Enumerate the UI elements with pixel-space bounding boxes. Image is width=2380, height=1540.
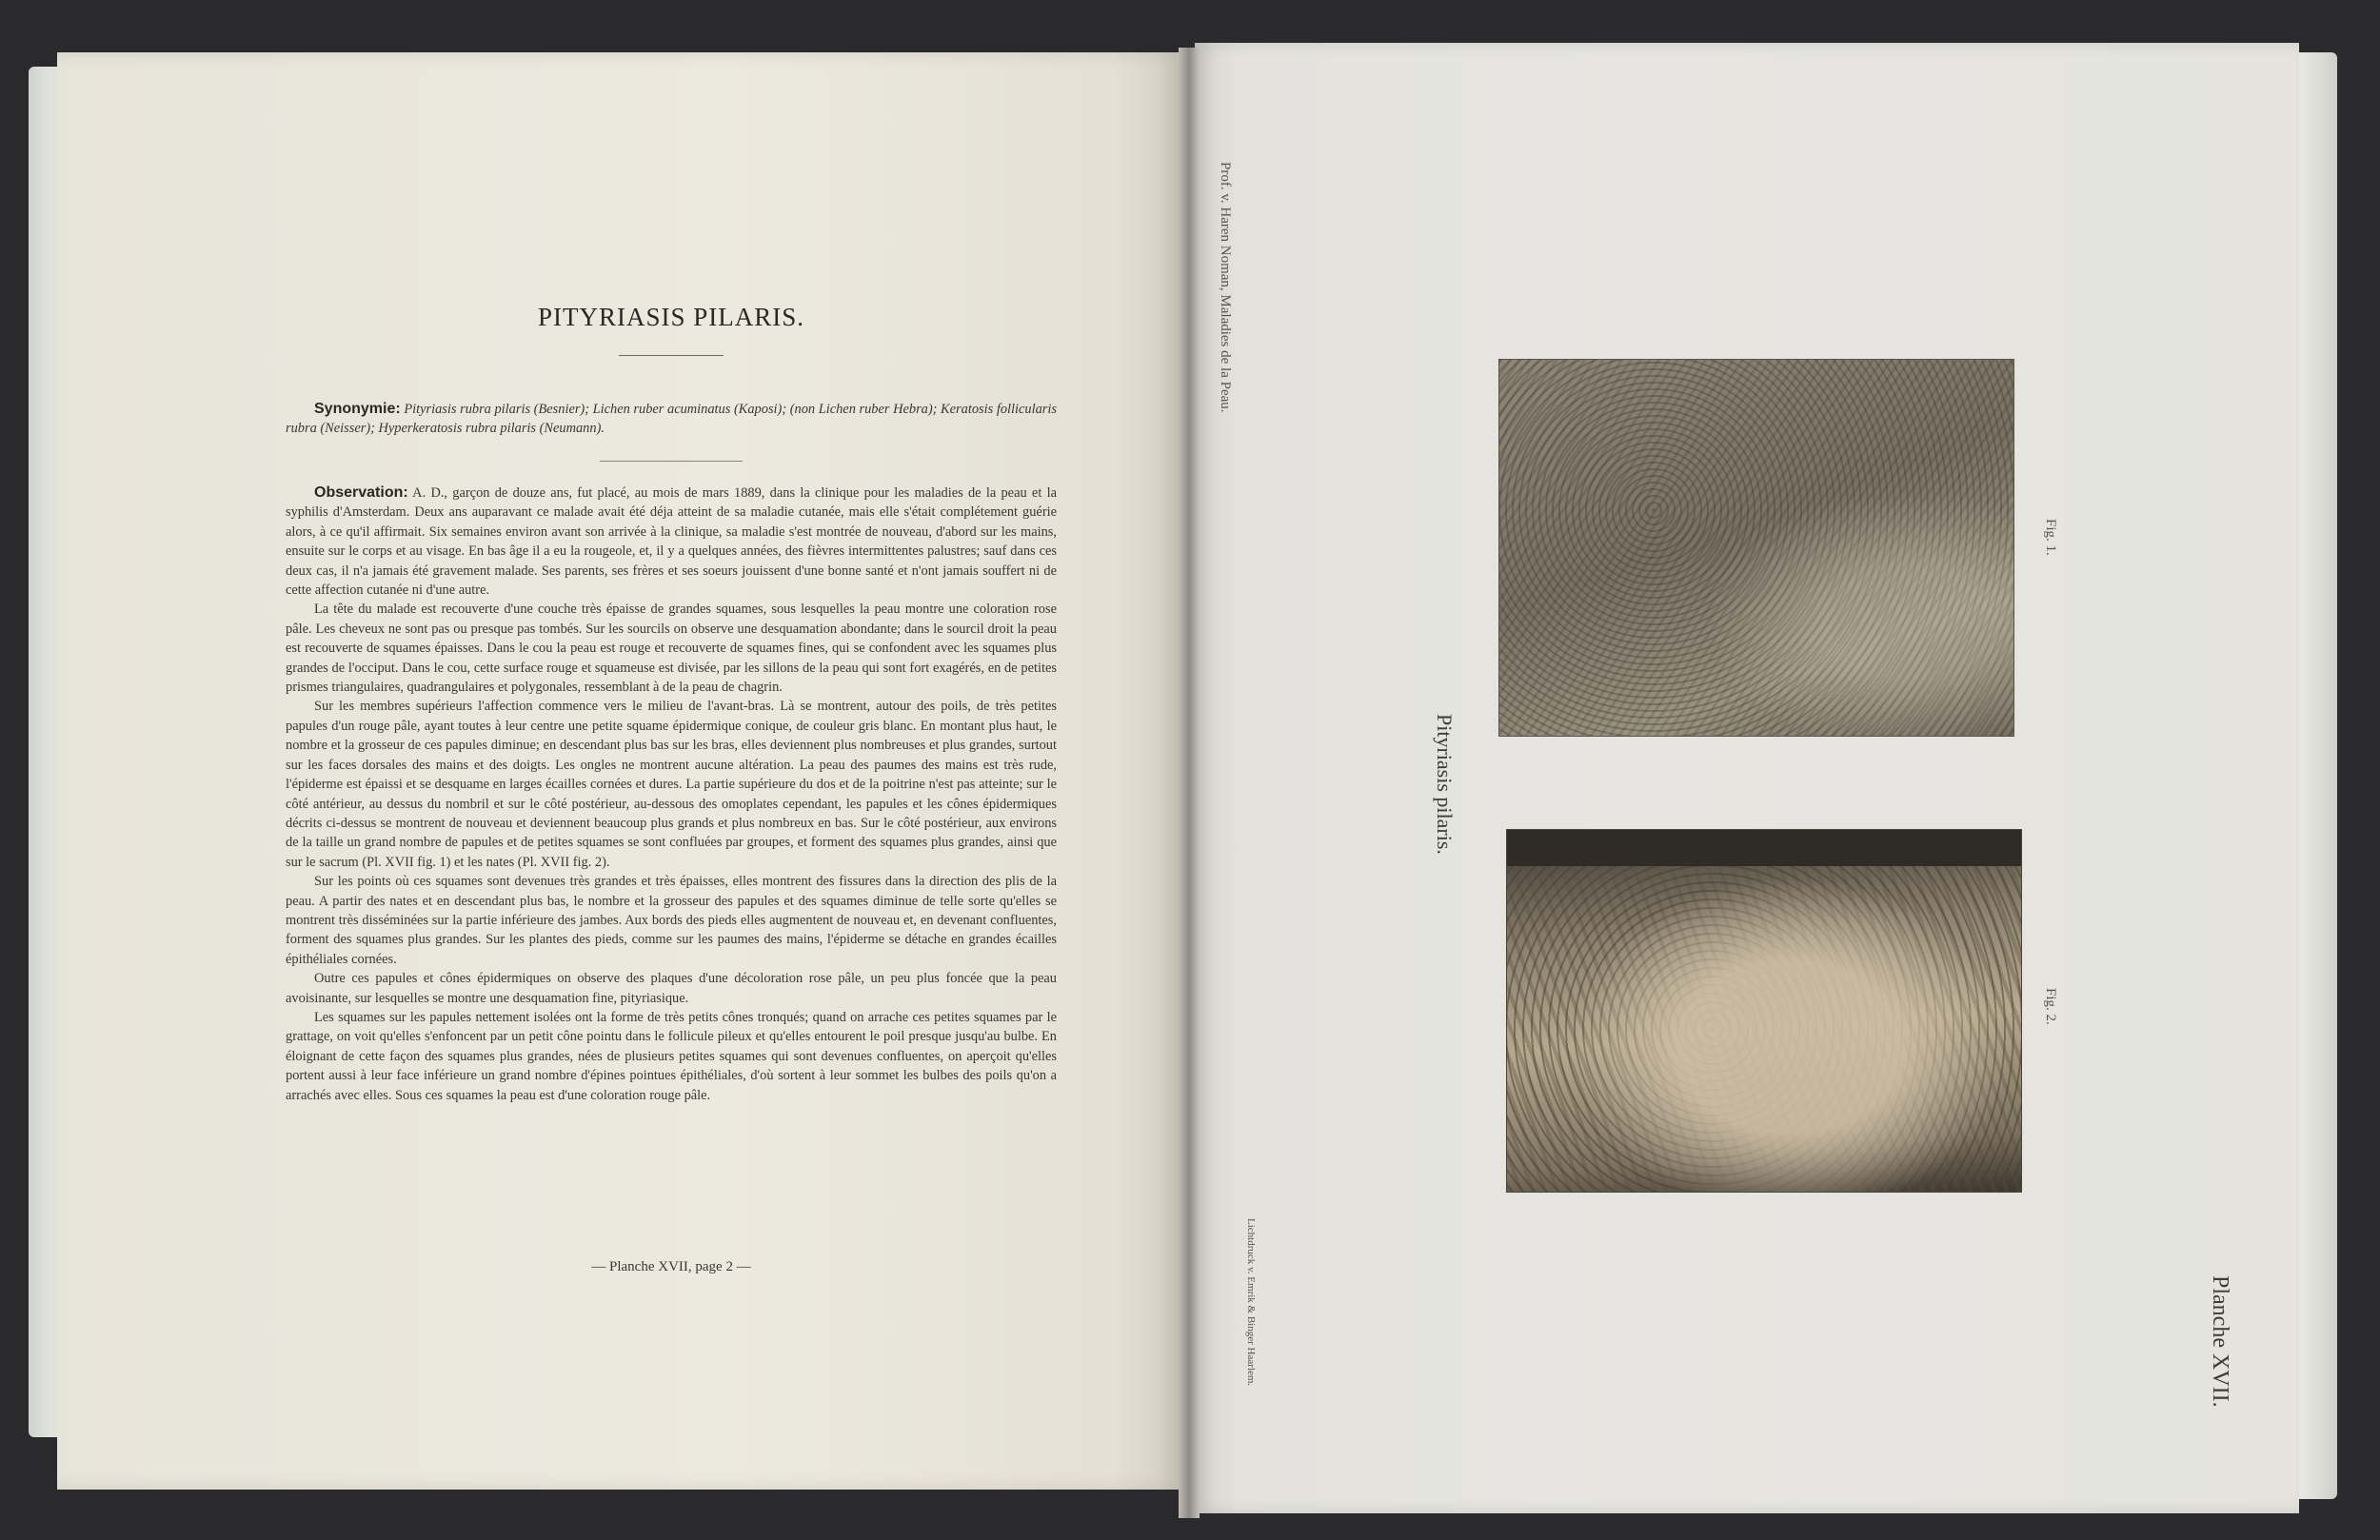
synonymie-label: Synonymie: (314, 401, 401, 417)
observation-paragraph-2: La tête du malade est recouverte d'une couche très épaisse de grandes squames, sous lesquelles la peau montre une coloration rose pâle. Les cheveux ne sont pas ou presque pas tombés. Sur les sourcils on observe une desquamation abondante; dans le sourcil droit la peau est recouverte de squames épaisses. Dans le cou la peau est rouge et recouverte de squames fines, qui se confondent avec les squames plus grandes de l'occiput. Dans le cou, cette surface rouge et squameuse est divisée, par les sillons de la peau qui sont fort exagérés, en de petites prismes triangulaires, quadrangulaires et polygonales, ressemblant à de la peau de chagrin. (286, 602, 1057, 696)
observation-paragraph-1: A. D., garçon de douze ans, fut placé, au mois de mars 1889, dans la clinique pour les maladies de la peau et la syphilis d'Amsterdam. Deux ans auparavant ce malade avait été déja atteint de sa maladie cutanée, mais elle s'était complétement guérie alors, à ce qu'il affirmait. Six semaines environ avant son arrivée à la clinique, sa maladie s'est montrée de nouveau, d'abord sur les mains, ensuite sur le corps et au visage. En bas âge il a eu la rougeole, et, il y a quelques années, des fièvres intermittentes palustres; sauf dans ces deux cas, il n'a jamais été gravement malade. Ses parents, ses frères et ses soeurs jouissent d'une bonne santé et n'ont jamais souffert ni de cette affection cutanée ni d'une autre. (286, 485, 1057, 599)
observation-section (286, 484, 1057, 1105)
plate-title: Pityriasis pilaris. (1433, 714, 1457, 855)
observation-label: Observation: (314, 484, 408, 501)
observation-paragraph-3: Sur les membres supérieurs l'affection commence vers le milieu de l'avant-bras. Là se montrent, autour des poils, de très petites papules d'un rouge pâle, ayant toutes à leur centre une petite squame épidermique conique, de couleur gris blanc. En montant plus haut, le nombre et la grosseur de ces papules diminue; en descendant plus bas sur les bras, elles deviennent plus nombreuses et plus grandes, surtout sur les faces dorsales des mains et des doigts. Les ongles ne montrent aucune altération. La peau des paumes des mains est très rude, l'épiderme est épaissi et se desquame en larges écailles cornées et dures. La partie supérieure du dos et de la poitrine n'est pas atteinte; sur le côté antérieur, au dessus du nombril et sur le côté postérieur, au-dessous des omoplates cependant, les papules et les cônes épidermiques décrits ci-dessus se montrent de nouveau et deviennent beaucoup plus grands et plus nombreux en bas. Sur le côté postérieur, aux environs de la taille un grand nombre de papules et de petites squames se sont confluées par groupes, et forment des squames plus grandes, ainsi que sur le sacrum (Pl. XVII fig. 1) et les nates (Pl. XVII fig. 2). (286, 699, 1057, 870)
page-footer: — Planche XVII, page 2 — (591, 1259, 751, 1274)
figure-2-label: Fig. 2. (2043, 988, 2058, 1025)
section-divider (600, 461, 743, 462)
page-title: PITYRIASIS PILARIS. (537, 303, 805, 331)
figure-2-photo (1507, 830, 2021, 1192)
figure-1-label: Fig. 1. (2043, 519, 2058, 556)
observation-paragraph-5: Outre ces papules et cônes épidermiques on observe des plaques d'une décoloration rose pâle, un peu plus foncée que la peau avoisinante, sur lesquelles se montre une desquamation fine, pityriasique. (286, 971, 1057, 1006)
right-page (1195, 43, 2299, 1513)
plate-number-label: Planche XVII. (2208, 1275, 2232, 1408)
author-line: Prof. v. Haren Noman, Maladies de la Peau. (1218, 162, 1233, 413)
observation-paragraph-6: Les squames sur les papules nettement isolées ont la forme de très petits cônes tronqués; quand on arrache ces petites squames par le grattage, on voit qu'elles s'enfoncent par un petit cône pointu dans le follicule pileux et qu'elles entourent le poil presque jusqu'au bulbe. En éloignant de cette façon des squames plus grandes, nées de plusieurs petites squames qui sont devenues confluentes, on aperçoit qu'elles portent aussi à leur face inférieure un grand nombre d'épines pointues épithéliales, d'où sortent à leur sommet les bulbes des poils qu'on a arrachés avec elles. Sous ces squames la peau est d'une coloration rouge pâle. (286, 1009, 1057, 1103)
title-divider (619, 355, 724, 356)
book-gutter (1179, 48, 1200, 1518)
observation-paragraph-4: Sur les points où ces squames sont devenues très grandes et très épaisses, elles montrent des fissures dans la direction des plis de la peau. A partir des nates et en descendant plus bas, le nombre et la grosseur des papules et des squames diminue de telle sorte qu'elles se montrent très disséminées sur la partie inférieure des jambes. Aux bords des pieds elles augmentent de nouveau et, en devenant confluentes, forment des squames plus grandes. Sur les plantes des pieds, comme sur les paumes des mains, l'épiderme se détache en grandes écailles épithéliales cornées. (286, 874, 1057, 967)
figure-1-photo (1499, 360, 2013, 736)
synonymie-text: Pityriasis rubra pilaris (Besnier); Lichen ruber acuminatus (Kaposi); (non Lichen ruber Hebra); Keratosis follicularis rubra (Neisser); Hyperkeratosis rubra pilaris (Neumann). (286, 402, 1058, 437)
synonymie-paragraph (286, 400, 1057, 439)
printer-line: Lichtdruck v. Emrik & Binger Haarlem. (1245, 1218, 1257, 1387)
